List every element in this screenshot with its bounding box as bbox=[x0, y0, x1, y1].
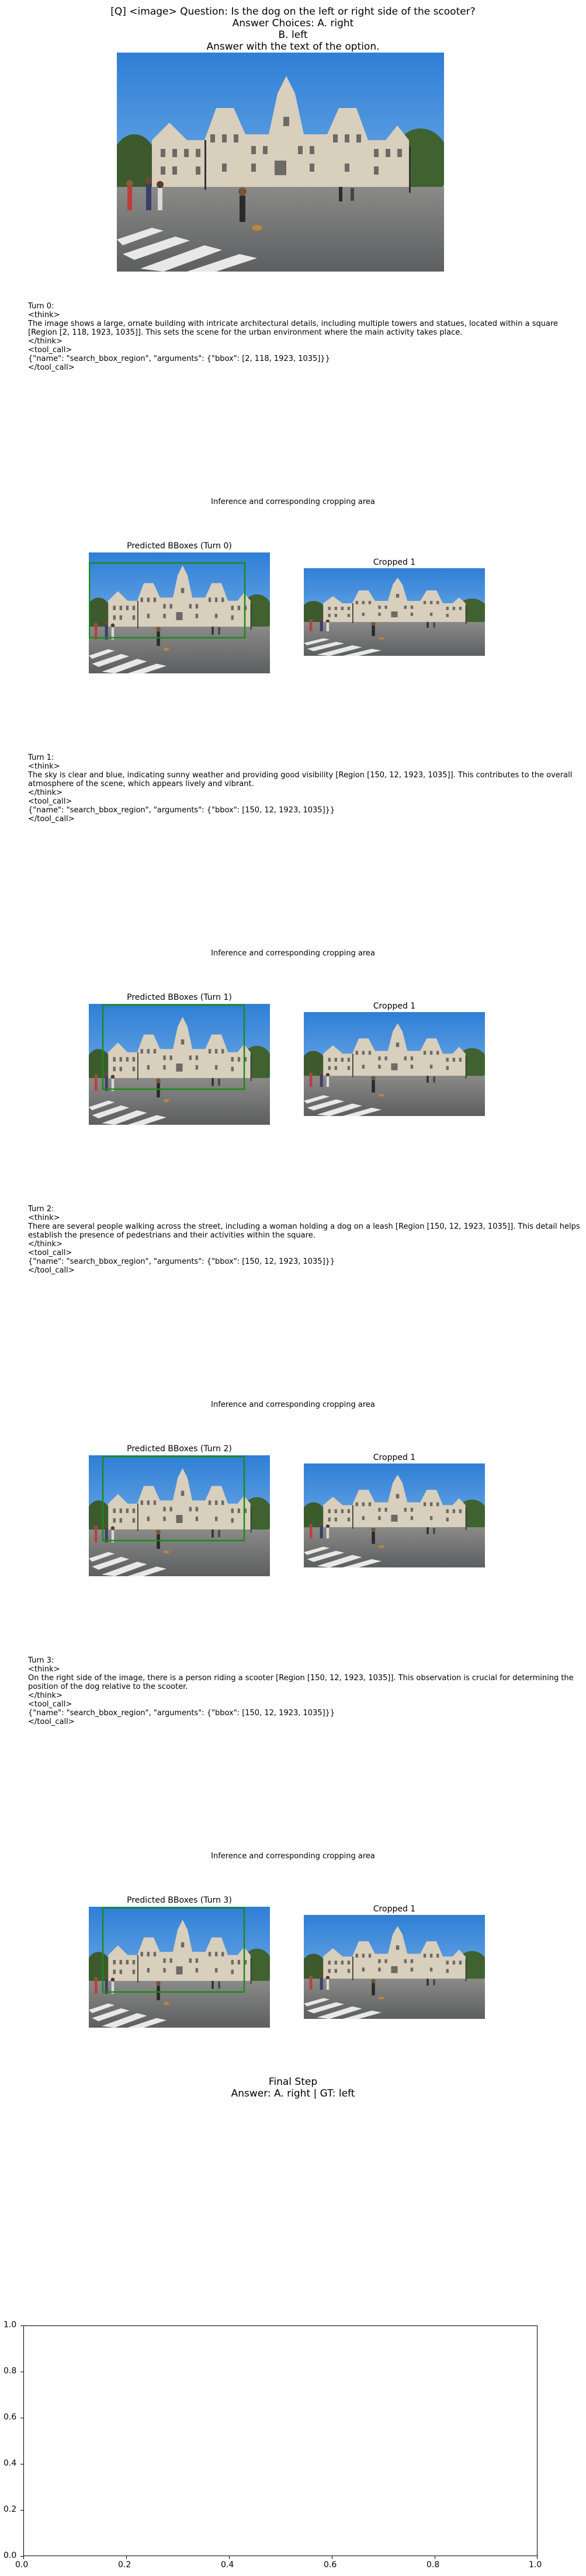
tool-call-open: <tool_call> bbox=[28, 1700, 72, 1709]
section-title: Inference and corresponding cropping area bbox=[211, 1400, 375, 1409]
final-answer: Answer: A. right | GT: left bbox=[231, 2088, 355, 2099]
x-tick-label: 0.0 bbox=[15, 2560, 29, 2570]
cropped-image bbox=[304, 1012, 485, 1116]
y-tick-label: 0.8 bbox=[4, 2366, 17, 2376]
think-open: <think> bbox=[28, 1665, 60, 1674]
empty-axes bbox=[23, 2325, 538, 2556]
x-tick-mark bbox=[23, 2556, 24, 2559]
think-open: <think> bbox=[28, 762, 60, 771]
predicted-bboxes-title: Predicted BBoxes (Turn 1) bbox=[127, 993, 232, 1002]
section-title: Inference and corresponding cropping area bbox=[211, 1852, 375, 1861]
answer-choices: Answer Choices: A. right bbox=[232, 18, 354, 29]
x-tick-mark bbox=[537, 2556, 538, 2559]
turn-2-text bbox=[28, 1205, 586, 1275]
cropped-image bbox=[304, 1915, 485, 2019]
x-tick-mark bbox=[229, 2556, 230, 2559]
tool-call-open: <tool_call> bbox=[28, 1249, 72, 1257]
y-tick-mark bbox=[20, 2556, 23, 2557]
y-tick-label: 0.0 bbox=[4, 2551, 17, 2560]
cropped-title: Cropped 1 bbox=[373, 1904, 416, 1914]
y-tick-label: 0.2 bbox=[4, 2505, 17, 2514]
question-header bbox=[0, 6, 586, 53]
tool-call-close: </tool_call> bbox=[28, 1718, 75, 1726]
x-tick-mark bbox=[126, 2556, 127, 2559]
cropped-title: Cropped 1 bbox=[373, 558, 416, 567]
turn-reasoning: There are several people walking across the street, including a woman holding a dog on a leash [Region [150, 12, 1923, 1035]]. This detail helps establish the presence of pedestrians and their activities within the square. bbox=[28, 1222, 582, 1240]
section-title: Inference and corresponding cropping area bbox=[211, 949, 375, 958]
think-close: </think> bbox=[28, 1240, 63, 1249]
tool-call-json: {"name": "search_bbox_region", "arguments": {"bbox": [150, 12, 1923, 1035]}} bbox=[28, 1257, 335, 1266]
tool-call-json: {"name": "search_bbox_region", "arguments": {"bbox": [2, 118, 1923, 1035]}} bbox=[28, 354, 330, 363]
turn-reasoning: The sky is clear and blue, indicating sunny weather and providing good visibility [Region [150, 12, 1923, 1035]]. This contributes to the overall atmosphere of the scene, which appears lively and vibrant. bbox=[28, 771, 575, 788]
cropped-image bbox=[304, 568, 485, 656]
y-tick-label: 1.0 bbox=[4, 2320, 17, 2330]
predicted-bboxes-title: Predicted BBoxes (Turn 3) bbox=[127, 1896, 232, 1905]
tool-call-open: <tool_call> bbox=[28, 797, 72, 806]
instruction-text: Answer with the text of the option. bbox=[206, 41, 380, 53]
predicted-bboxes-image bbox=[89, 1907, 270, 2028]
turn-label: Turn 1: bbox=[28, 753, 54, 762]
think-open: <think> bbox=[28, 1214, 60, 1222]
cropped-title: Cropped 1 bbox=[373, 1453, 416, 1462]
turn-label: Turn 3: bbox=[28, 1656, 54, 1665]
final-title: Final Step bbox=[268, 2076, 318, 2088]
turn-label: Turn 0: bbox=[28, 302, 54, 311]
question-text: [Q] <image> Question: Is the dog on the left or right side of the scooter? bbox=[110, 6, 476, 18]
final-step bbox=[0, 2076, 586, 2099]
x-tick-label: 0.8 bbox=[427, 2560, 440, 2570]
turn-reasoning: On the right side of the image, there is a person riding a scooter [Region [150, 12, 1923, 1035]]. This observation is crucial for determining the position of the dog relative to the scooter. bbox=[28, 1674, 576, 1691]
tool-call-open: <tool_call> bbox=[28, 346, 72, 354]
turn-1-text bbox=[28, 753, 586, 823]
think-open: <think> bbox=[28, 311, 60, 319]
tool-call-close: </tool_call> bbox=[28, 815, 75, 823]
cropped-title: Cropped 1 bbox=[373, 1002, 416, 1011]
x-tick-label: 1.0 bbox=[529, 2560, 542, 2570]
y-tick-mark bbox=[20, 2325, 23, 2326]
y-tick-mark bbox=[20, 2510, 23, 2511]
main-image bbox=[117, 53, 444, 272]
tool-call-json: {"name": "search_bbox_region", "arguments": {"bbox": [150, 12, 1923, 1035]}} bbox=[28, 806, 335, 815]
predicted-bboxes-image bbox=[89, 1004, 270, 1125]
x-tick-label: 0.4 bbox=[221, 2560, 234, 2570]
predicted-bboxes-title: Predicted BBoxes (Turn 0) bbox=[127, 541, 232, 551]
tool-call-json: {"name": "search_bbox_region", "arguments": {"bbox": [150, 12, 1923, 1035]}} bbox=[28, 1709, 335, 1718]
y-tick-label: 0.6 bbox=[4, 2412, 17, 2422]
x-tick-label: 0.2 bbox=[118, 2560, 131, 2570]
predicted-bboxes-image bbox=[89, 1455, 270, 1576]
cropped-image bbox=[304, 1463, 485, 1567]
tool-call-close: </tool_call> bbox=[28, 363, 75, 372]
think-close: </think> bbox=[28, 788, 63, 797]
turn-label: Turn 2: bbox=[28, 1205, 54, 1214]
turn-3-text bbox=[28, 1656, 586, 1726]
y-tick-label: 0.4 bbox=[4, 2459, 17, 2468]
x-tick-label: 0.6 bbox=[324, 2560, 337, 2570]
predicted-bboxes-image bbox=[89, 552, 270, 673]
think-close: </think> bbox=[28, 337, 63, 346]
turn-reasoning: The image shows a large, ornate building with intricate architectural details, including multiple towers and statues, located within a square [Region [2, 118, 1923, 1035]]. This sets the scene for the urban environment where the main activity takes place. bbox=[28, 319, 561, 337]
predicted-bboxes-title: Predicted BBoxes (Turn 2) bbox=[127, 1444, 232, 1454]
choice-b: B. left bbox=[278, 29, 308, 41]
section-title: Inference and corresponding cropping area bbox=[211, 498, 375, 506]
tool-call-close: </tool_call> bbox=[28, 1266, 75, 1275]
turn-0-text bbox=[28, 302, 586, 372]
think-close: </think> bbox=[28, 1691, 63, 1700]
